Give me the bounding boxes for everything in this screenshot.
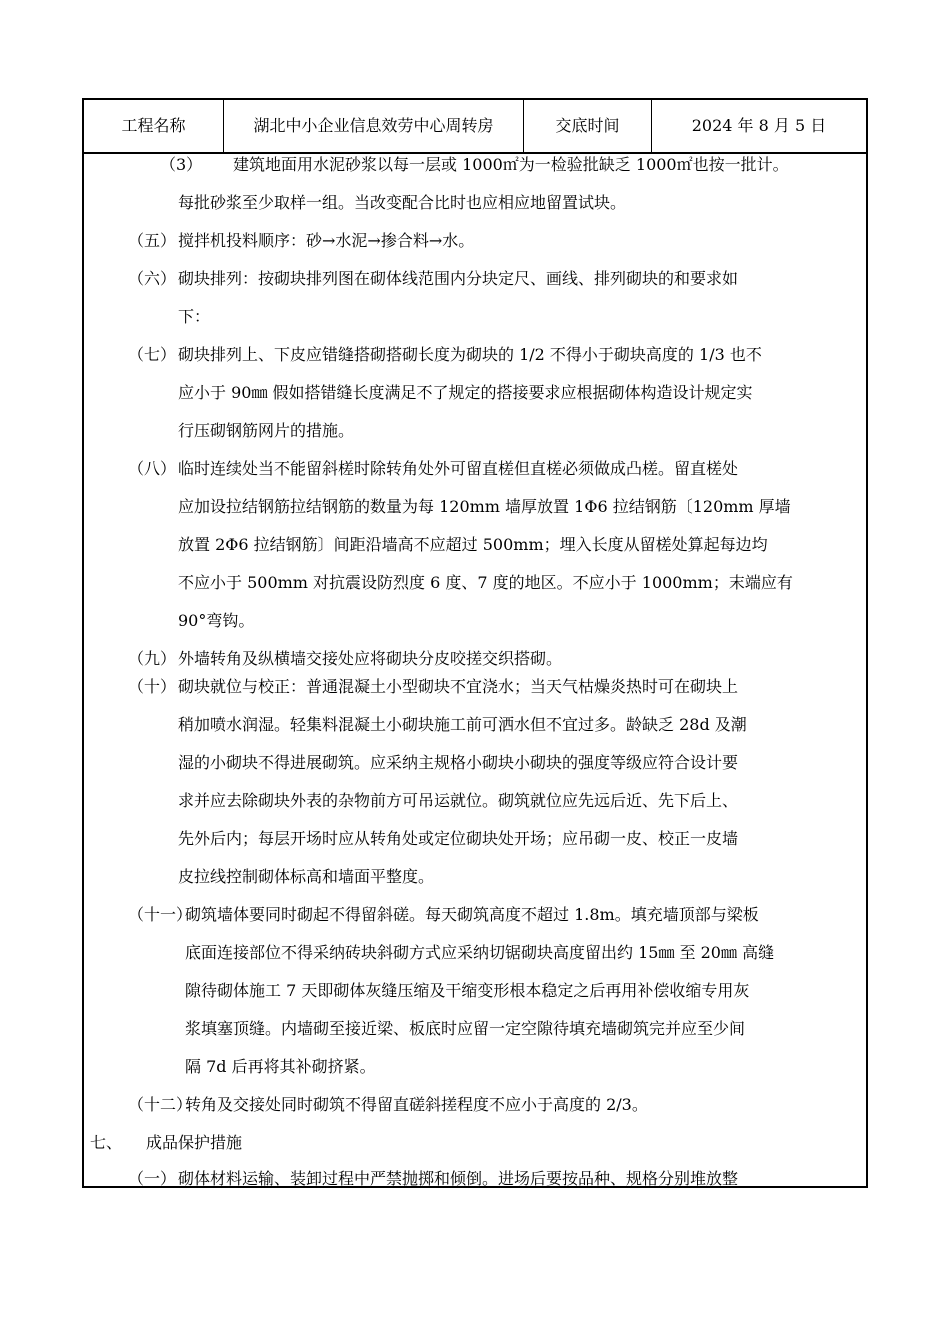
text-line: 砌块就位与校正：普通混凝土小型砌块不宜浇水；当天气枯燥炎热时可在砌块上	[178, 677, 739, 696]
text-line: 先外后内；每层开场时应从转角处或定位砌块处开场；应吊砌一皮、校正一皮墙	[178, 829, 739, 848]
text-line: 隙待砌体施工 7 天即砌体灰缝压缩及干缩变形根本稳定之后再用补偿收缩专用灰	[185, 981, 750, 1000]
section-number: 七、	[90, 1133, 123, 1152]
disclosure-date-value: 2024 年 8 月 5 日	[691, 116, 827, 135]
text-line: 不应小于 500mm 对抗震设防烈度 6 度、7 度的地区。不应小于 1000mm；末端应有	[178, 573, 793, 592]
text-line: 90°弯钩。	[178, 611, 255, 630]
text-line: 建筑地面用水泥砂浆以每一层或 1000㎡为一检验批缺乏 1000㎡也按一批计。	[233, 155, 789, 174]
text-line: 下：	[178, 307, 211, 326]
text-line: 底面连接部位不得采纳砖块斜砌方式应采纳切锯砌块高度留出约 15㎜ 至 20㎜ 高缝	[185, 943, 775, 962]
text-line: 行压砌钢筋网片的措施。	[178, 421, 355, 440]
text-line: 应加设拉结钢筋拉结钢筋的数量为每 120mm 墙厚放置 1Φ6 拉结钢筋〔120mm 厚墙	[178, 497, 791, 516]
item-label: （一）	[128, 1169, 177, 1188]
item-label: （六）	[128, 269, 177, 288]
text-line: 放置 2Φ6 拉结钢筋〕间距沿墙高不应超过 500mm；埋入长度从留槎处算起每边均	[178, 535, 768, 554]
item-label: （九）	[128, 649, 177, 668]
project-name-value: 湖北中小企业信息效劳中心周转房	[224, 100, 524, 152]
header-table	[84, 100, 866, 154]
item-label: （五）	[128, 231, 177, 250]
text-line: 搅拌机投料顺序：砂→水泥→掺合料→水。	[178, 231, 475, 250]
section-title: 成品保护措施	[146, 1133, 243, 1152]
text-line: 隔 7d 后再将其补砌挤紧。	[185, 1057, 376, 1076]
text-line: 求并应去除砌块外表的杂物前方可吊运就位。砌筑就位应先远后近、先下后上、	[178, 791, 739, 810]
text-line: 应小于 90㎜ 假如搭错缝长度满足不了规定的搭接要求应根据砌体构造设计规定实	[178, 383, 753, 402]
text-line: 每批砂浆至少取样一组。当改变配合比时也应相应地留置试块。	[178, 193, 627, 212]
text-line: 砌筑墙体要同时砌起不得留斜磋。每天砌筑高度不超过 1.8m。填充墙顶部与梁板	[185, 905, 759, 924]
item-label: （十）	[128, 677, 177, 696]
text-line: 外墙转角及纵横墙交接处应将砌块分皮咬搓交织搭砌。	[178, 649, 563, 668]
project-name-label: 工程名称	[84, 100, 224, 152]
item-label: （十一）	[128, 905, 193, 924]
disclosure-time-label: 交底时间	[524, 100, 652, 152]
text-line: 转角及交接处同时砌筑不得留直磋斜搓程度不应小于高度的 2/3。	[185, 1095, 648, 1114]
text-line: 皮拉线控制砌体标高和墙面平整度。	[178, 867, 435, 886]
text-line: 浆填塞顶缝。内墙砌至接近梁、板底时应留一定空隙待填充墙砌筑完并应至少间	[185, 1019, 746, 1038]
text-line: 砌体材料运输、装卸过程中严禁抛掷和倾倒。进场后要按品种、规格分别堆放整	[178, 1169, 739, 1188]
item-label: （八）	[128, 459, 177, 478]
item-label: （3）	[160, 155, 203, 174]
item-label: （十二）	[128, 1095, 193, 1114]
text-line: 砌块排列上、下皮应错缝搭砌搭砌长度为砌块的 1/2 不得小于砌块高度的 1/3 也不	[178, 345, 762, 364]
item-label: （七）	[128, 345, 177, 364]
text-line: 临时连续处当不能留斜槎时除转角处外可留直槎但直槎必须做成凸槎。留直槎处	[178, 459, 739, 478]
text-line: 湿的小砌块不得进展砌筑。应采纳主规格小砌块小砌块的强度等级应符合设计要	[178, 753, 739, 772]
text-line: 稍加喷水润湿。轻集料混凝土小砌块施工前可洒水但不宜过多。龄缺乏 28d 及潮	[178, 715, 747, 734]
text-line: 砌块排列：按砌块排列图在砌体线范围内分块定尺、画线、排列砌块的和要求如	[178, 269, 739, 288]
